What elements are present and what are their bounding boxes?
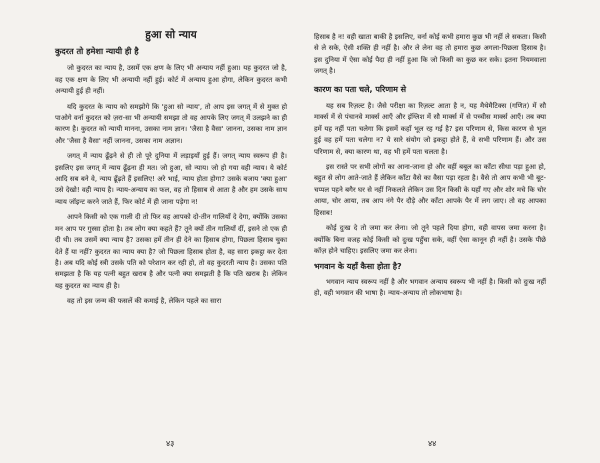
right-page-column [314,32,546,300]
chapter-title: हुआ सो न्याय [145,29,197,41]
page-number-left: ४३ [166,439,175,448]
section-heading-cause-result: कारण का पता चले, परिणाम से [314,84,407,94]
left-paragraph: आपने किसी को एक गाली दी तो फिर वह आपको दो-तीन गालियाँ दे देगा, क्योंकि उसका मन आप पर गुस्सा होता है। तब लोग क्या कहते हैं? तूने क्यों तीन गालियाँ दीं, इसने तो एक ही दी थी। तब उसमें क्या न्याय है? उसका हमें तीन ही देने का हिसाब होगा, पिछला हिसाब चुका देते हैं या नहीं? कुदरत का न्याय क्या है? जो पिछला हिसाब होता है, वह सारा इकट्ठा कर देता है। अब यदि कोई स्त्री उसके पति को परेशान कर रही हो, तो वह कुदरती न्याय है। उसका पति समझता है कि यह पत्नी बहुत खराब है और पत्नी क्या समझती है कि पति खराब है। लेकिन यह कुदरत का न्याय ही है। [55,213,287,290]
left-page-column [55,44,287,308]
left-paragraph: वह तो इस जन्म की फसलें की कमाई है, लेकिन पहले का सारा [67,297,222,306]
left-paragraph: जगत् में न्याय ढूँढ़ने से ही तो पूरे दुनिया में लड़ाइयाँ हुई हैं। जगत् न्याय स्वरूप ही है। इसलिए इस जगत् में न्याय ढूँढ़ना ही मत। जो हुआ, सो न्याय। जो हो गया वही न्याय। ये कोर्ट आदि सब बने वे, न्याय ढूँढ़ते हैं इसलिए! अरे भाई, न्याय होता होगा? उसके बजाय 'क्या हुआ' उसे देखो! वही न्याय है। न्याय-अन्याय का फल, वह तो हिसाब से आता है और हम उसके साथ न्याय जॉइन्ट करने जाते हैं, फिर कोर्ट में ही जाना पड़ेगा न! [55,152,287,206]
chapter-subtitle: कुदरत तो हमेशा न्यायी ही है [55,46,139,56]
right-intro-paragraph: हिसाब है न! वही खाता बाकी है इसलिए, वर्ना कोई कभी हमारा कुछ भी नहीं ले सकता। किसी से ले सके, ऐसी शक्ति ही नहीं है। और ले लेना वह तो हमारा कुछ अगला-पिछला हिसाब है। इस दुनिया में ऐसा कोई पैदा ही नहीं हुआ कि जो किसी का कुछ कर सके। इतना नियमवाला जगत् है। [314,33,546,76]
left-paragraph: यदि कुदरत के न्याय को समझोगे कि 'हुआ सो न्याय', तो आप इस जगत् में से मुक्त हो पाओगे वर्ना कुदरत को ज़रा-सा भी अन्यायी समझा तो वह आपके लिए जगत् में उलझने का ही कारण है। कुदरत को न्यायी मानना, उसका नाम ज्ञान। 'जैसा है वैसा' जानना, उसका नाम ज्ञान और 'जैसा है वैसा' नहीं जानना, उसका नाम अज्ञान। [55,102,287,145]
section-heading-god: भगवान के यहाँ कैसा होता है? [314,262,402,272]
right-paragraph: यह सब रिज़ल्ट है। जैसे परीक्षा का रिज़ल्ट आता है न, यह मैथेमैटिक्स (गणित) में सौ मार्क्स में से पंचानवे मार्क्स आएँ और इंग्लिश में सौ मार्क्स में से पच्चीस मार्क्स आएँ। तब क्या हमें यह नहीं पता चलेगा कि इसमें कहाँ भूल रह गई है? इस परिणाम से, किस कारण से भूल हुई वह हमें पता चलेगा न? ये सारे संयोग जो इकट्ठा होते हैं, वे सभी परिणाम हैं। और उस परिणाम से, क्या कारण था, वह भी हमें पता चलता है। [314,102,546,156]
right-paragraph: भगवान न्याय स्वरूप नहीं है और भगवान अन्याय स्वरूप भी नहीं है। किसी को दुःख नहीं हो, वही भगवान की भाषा है। न्याय-अन्याय तो लोकभाषा है। [314,277,546,298]
left-paragraph: जो कुदरत का न्याय है, उसमें एक क्षण के लिए भी अन्याय नहीं हुआ। यह कुदरत जो है, वह एक क्षण के लिए भी अन्यायी नहीं हुई। कोर्ट में अन्याय हुआ होगा, लेकिन कुदरत कभी अन्यायी हुई ही नहीं। [55,64,287,96]
page-number-right: ४४ [428,439,437,448]
right-paragraph: कोई दुःख दे तो जमा कर लेना। जो तूने पहले दिया होगा, वही वापस जमा करना है। क्योंकि बिना वजह कोई किसी को दुःख पहुँचा सके, वहीं ऐसा कानून ही नहीं है। उसके पीछे कॉज़ होने चाहिए। इसलिए जमा कर लेना। [314,224,546,255]
right-paragraph: इस रास्ते पर सभी लोगों का आना-जाना हो और वहीं बबूल का काँटा सीधा पड़ा हुआ हो, बहुत से लोग आते-जाते हैं लेकिन काँटा वैसे का वैसा पड़ा रहता है। वैसे तो आप कभी भी बूट-चप्पल पहने बगैर घर से नहीं निकलते लेकिन उस दिन किसी के यहाँ गए और शोर मचे कि चोर आया, चोर आया, तब आप नंगे पैर दौड़े और काँटा आपके पैर में लग जाए। तो वह आपका हिसाब! [314,163,546,217]
